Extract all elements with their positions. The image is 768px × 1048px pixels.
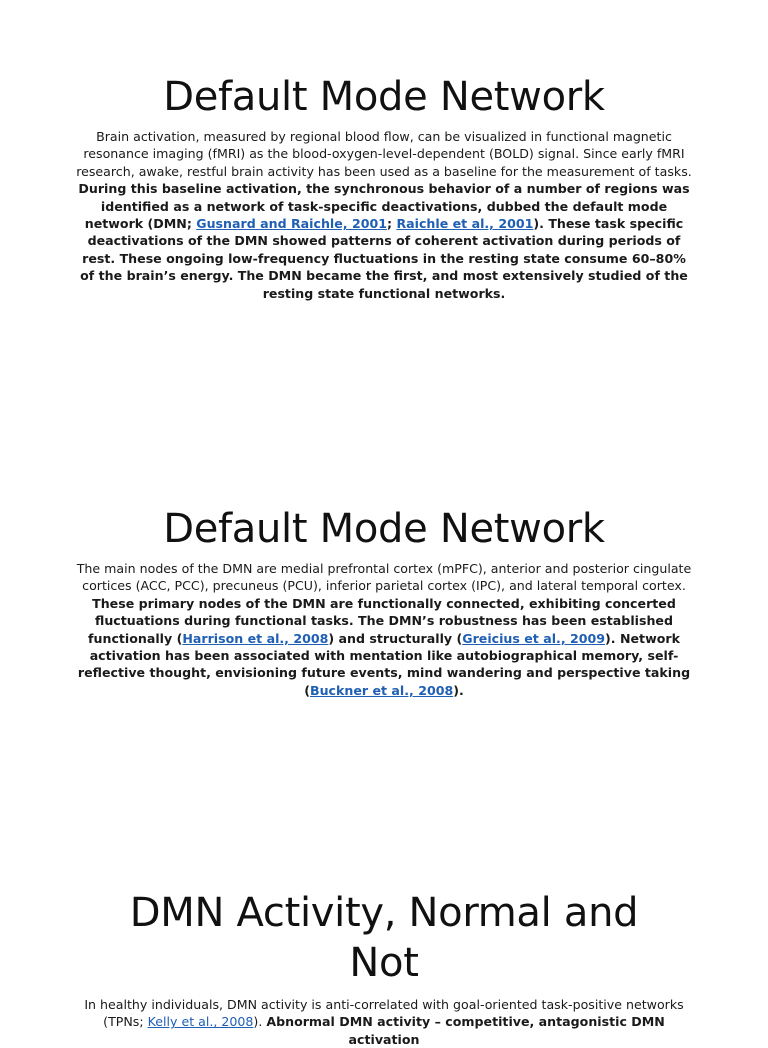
slide-default-mode-network-2 bbox=[0, 506, 768, 699]
citation-link[interactable]: Greicius et al., 2009 bbox=[462, 630, 606, 646]
slide-body-text bbox=[76, 560, 692, 699]
bold-text: ). Network activation has been associated with mentation like autobiographical memory, self-reflective thought, envisioning future events, mind wandering and perspective taking ( bbox=[77, 630, 691, 698]
citation-link[interactable]: Raichle et al., 2001 bbox=[396, 216, 534, 232]
citation-link[interactable]: Gusnard and Raichle, 2001 bbox=[196, 216, 388, 232]
bold-text: ; bbox=[387, 216, 397, 232]
body-text: The main nodes of the DMN are medial prefrontal cortex (mPFC), anterior and posterior cingulate cortices (ACC, PCC), precuneus (PCU), inferior parietal cortex (IPC), and lateral temporal cortex. bbox=[76, 561, 692, 594]
citation-link[interactable]: Buckner et al., 2008 bbox=[309, 682, 454, 698]
bold-text: ). These task specific deactivations of the DMN showed patterns of coherent activation during periods of rest. These ongoing low-frequency fluctuations in the resting state consume 60–80% of the brain’s energy. The DMN became the first, and most extensively studied of the resting state functional networks. bbox=[80, 216, 688, 301]
body-text: Brain activation, measured by regional blood flow, can be visualized in functional magnetic resonance imaging (fMRI) as the blood-oxygen-level-dependent (BOLD) signal. Since early fMRI research, awake, restful brain activity has been used as a baseline for the measurement of tasks. bbox=[76, 129, 692, 179]
bold-text: These primary nodes of the DMN are functionally connected, exhibiting concerted fluctuations during functional tasks. The DMN’s robustness has been established functionally ( bbox=[88, 595, 676, 646]
slide-body-text bbox=[76, 128, 692, 302]
body-text: ). bbox=[253, 1014, 267, 1030]
slide-title: Default Mode Network bbox=[163, 506, 605, 552]
bold-text: Abnormal DMN activity – competitive, antagonistic DMN activation bbox=[266, 1014, 665, 1047]
slide-dmn-activity bbox=[0, 888, 768, 1048]
slide-body-text bbox=[76, 996, 692, 1048]
bold-text: ) and structurally ( bbox=[328, 630, 463, 646]
slide-default-mode-network-1 bbox=[0, 74, 768, 302]
bold-text: During this baseline activation, the synchronous behavior of a number of regions was identified as a network of task-specific deactivations, dubbed the default mode network (DMN; bbox=[78, 181, 690, 232]
bold-text: ). bbox=[453, 682, 464, 698]
body-text: In healthy individuals, DMN activity is anti-correlated with goal-oriented task-positive networks (TPNs; bbox=[84, 997, 684, 1030]
slide-title: DMN Activity, Normal and Not bbox=[129, 890, 639, 986]
citation-link[interactable]: Harrison et al., 2008 bbox=[182, 630, 329, 646]
slide-title: Default Mode Network bbox=[163, 74, 605, 120]
citation-link[interactable]: Kelly et al., 2008 bbox=[147, 1014, 254, 1030]
